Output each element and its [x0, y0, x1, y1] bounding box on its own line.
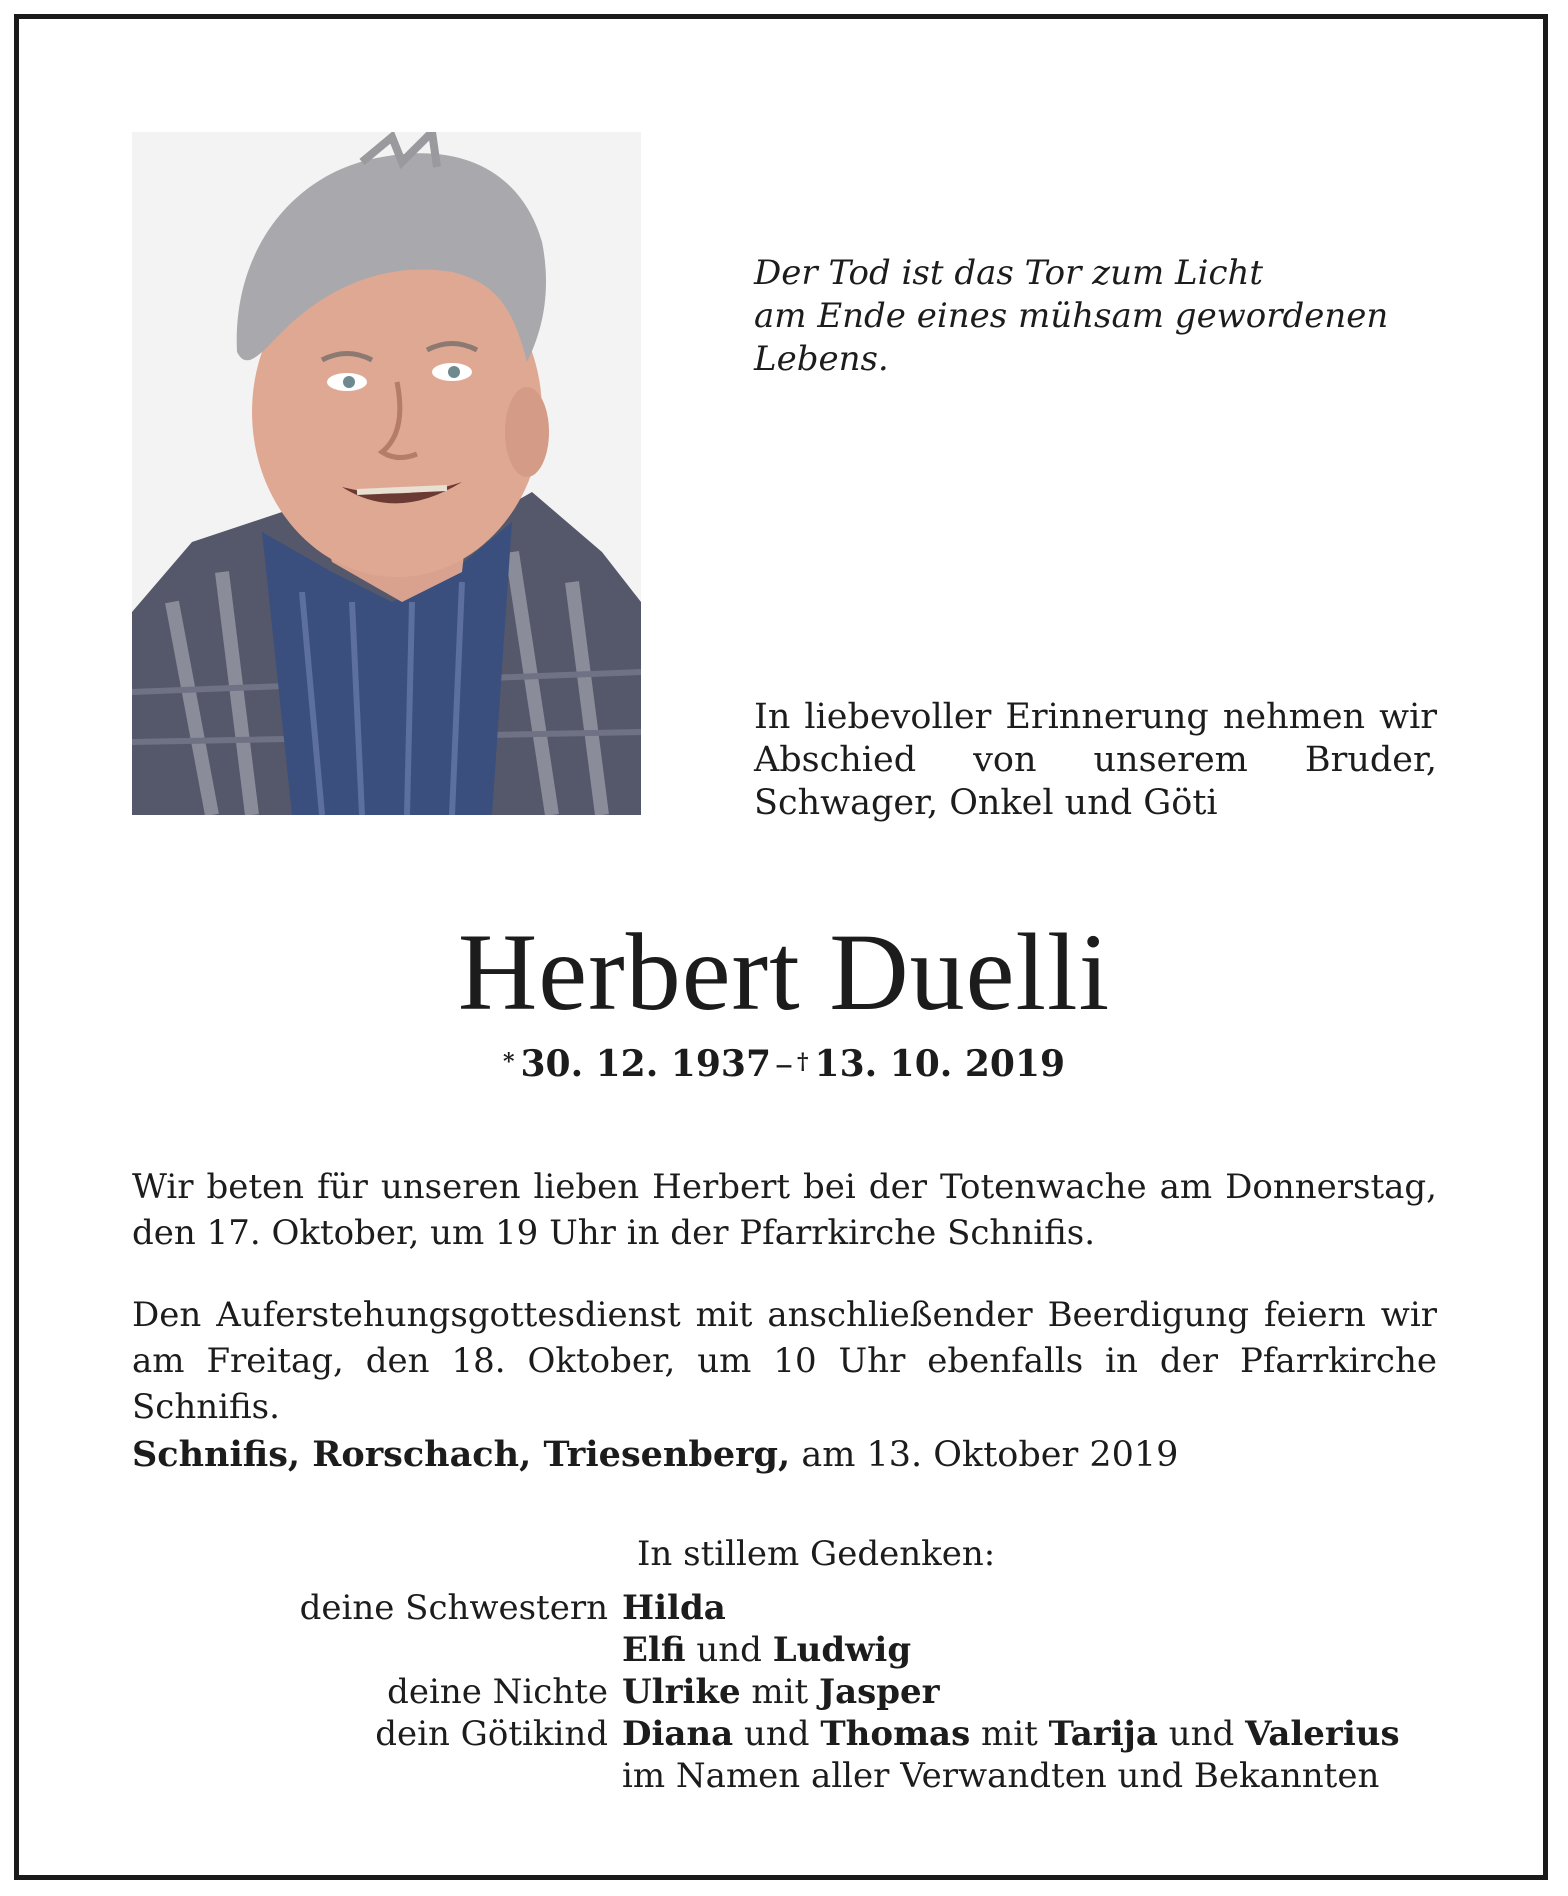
deceased-name: Herbert Duelli — [457, 911, 1111, 1033]
mourner-row — [132, 1671, 1532, 1713]
mourner-row — [132, 1755, 1532, 1797]
life-dates — [0, 1042, 1568, 1087]
relation-label: deine Schwestern — [299, 1588, 608, 1628]
gedenken-heading: In stillem Gedenken: — [637, 1534, 996, 1574]
portrait-illustration — [132, 132, 641, 815]
date-separator: – — [775, 1044, 793, 1085]
relation-label: deine Nichte — [387, 1672, 608, 1712]
quote-line: Lebens. — [754, 339, 889, 379]
closing-line: im Namen aller Verwandten und Bekannten — [622, 1756, 1380, 1796]
mourners-list — [132, 1587, 1532, 1797]
mourner-name: Diana — [622, 1714, 734, 1754]
birth-date: 30. 12. 1937 — [520, 1043, 771, 1085]
conjunction: und — [744, 1714, 810, 1754]
conjunction: und — [696, 1630, 762, 1670]
mourner-name: Thomas — [820, 1714, 971, 1754]
mourner-name: Elfi — [622, 1630, 686, 1670]
wake-paragraph: Wir beten für unseren lieben Herbert bei der Totenwache am Donnerstag, den 17. Oktober, um 19 Uhr in der Pfarrkirche Schnifis. — [132, 1167, 1437, 1253]
mourner-name: Valerius — [1245, 1714, 1400, 1754]
relation-label — [132, 1755, 622, 1797]
portrait-photo — [132, 132, 641, 815]
mourner-name: Ludwig — [772, 1630, 912, 1670]
mourner-name: Tarija — [1048, 1714, 1158, 1754]
places-date-line — [132, 1432, 1178, 1478]
announcement-date: am 13. Oktober 2019 — [801, 1435, 1179, 1475]
mourner-row — [132, 1587, 1532, 1629]
death-symbol: † — [797, 1049, 809, 1075]
intro-text: In liebevoller Erinnerung nehmen wir Abschied von unserem Bruder, Schwager, Onkel und Göti — [754, 697, 1437, 823]
relation-label: dein Götikind — [375, 1714, 608, 1754]
conjunction: mit — [751, 1672, 809, 1712]
mourner-name: Ulrike — [622, 1672, 741, 1712]
quote-line: am Ende eines mühsam gewordenen — [754, 296, 1389, 336]
funeral-paragraph: Den Auferstehungsgottesdienst mit anschließender Beerdigung feiern wir am Freitag, den 18. Oktober, um 10 Uhr ebenfalls in der Pfarrkirche Schnifis. — [132, 1295, 1437, 1427]
quote-line: Der Tod ist das Tor zum Licht — [754, 253, 1264, 293]
memorial-quote — [754, 252, 1454, 381]
place-names: Schnifis, Rorschach, Triesenberg, — [132, 1434, 791, 1475]
birth-symbol: * — [502, 1049, 515, 1075]
death-date: 13. 10. 2019 — [814, 1043, 1066, 1085]
mourner-row — [132, 1713, 1532, 1755]
mourner-row — [132, 1629, 1532, 1671]
conjunction: mit — [981, 1714, 1038, 1754]
conjunction: und — [1168, 1714, 1235, 1754]
mourner-name: Jasper — [819, 1672, 940, 1712]
relation-label — [132, 1629, 622, 1671]
mourner-name: Hilda — [622, 1588, 726, 1628]
